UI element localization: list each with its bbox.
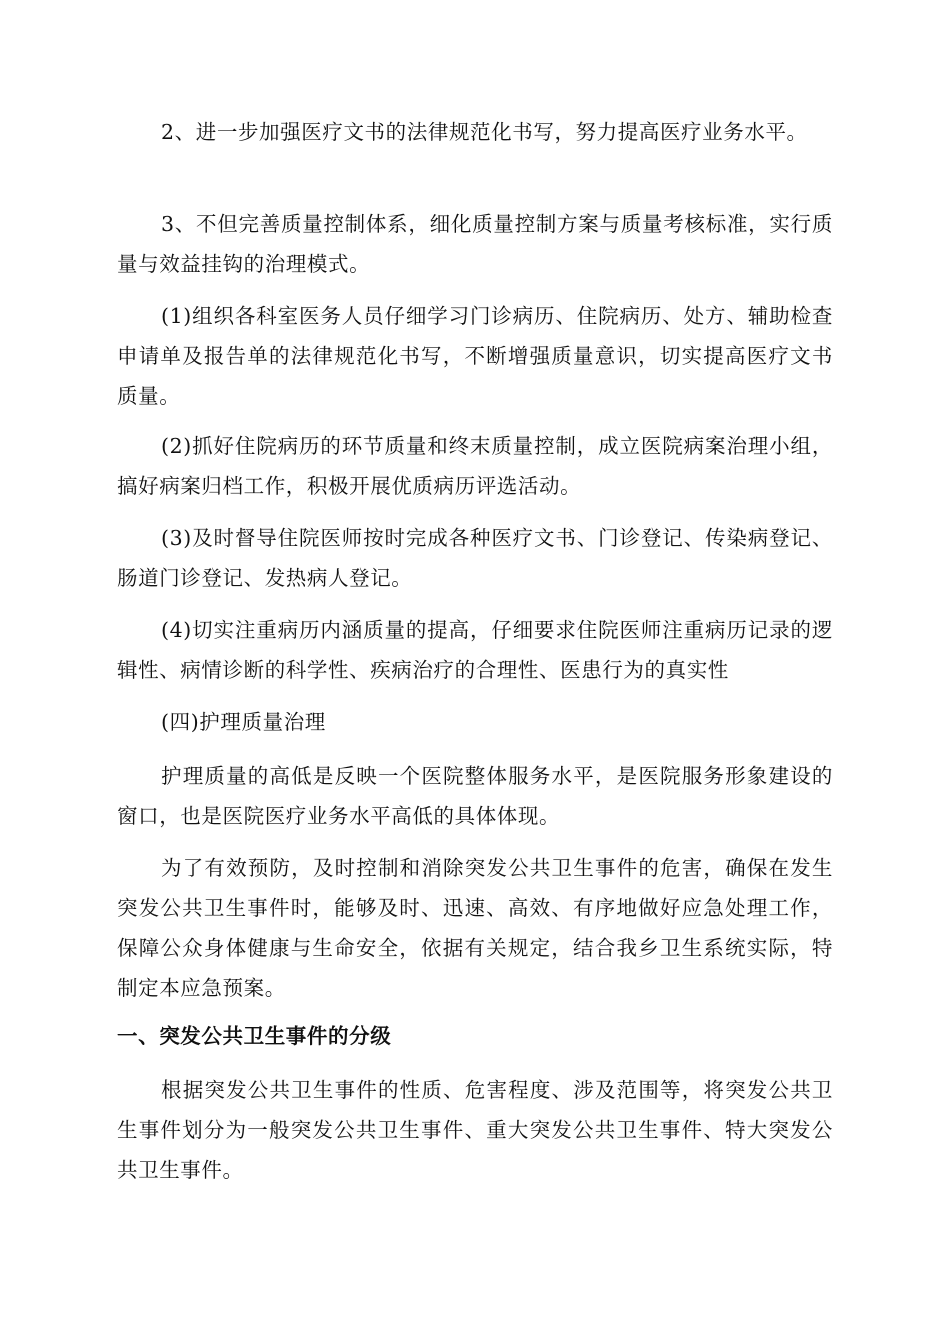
paragraph-8: 护理质量的高低是反映一个医院整体服务水平，是医院服务形象建设的窗口，也是医院医疗业务水平高低的具体体现。 bbox=[117, 764, 833, 828]
section-heading: 一、突发公共卫生事件的分级 bbox=[117, 1024, 392, 1048]
paragraph-5: (3)及时督导住院医师按时完成各种医疗文书、门诊登记、传染病登记、肠道门诊登记、发热病人登记。 bbox=[117, 526, 833, 590]
paragraph-3: (1)组织各科室医务人员仔细学习门诊病历、住院病历、处方、辅助检查申请单及报告单的法律规范化书写，不断增强质量意识，切实提高医疗文书质量。 bbox=[117, 304, 833, 408]
paragraph-1: 2、进一步加强医疗文书的法律规范化书写，努力提高医疗业务水平。 bbox=[161, 120, 808, 144]
paragraph-6: (4)切实注重病历内涵质量的提高，仔细要求住院医师注重病历记录的逻辑性、病情诊断的科学性、疾病治疗的合理性、医患行为的真实性 bbox=[117, 618, 833, 682]
paragraph-10: 根据突发公共卫生事件的性质、危害程度、涉及范围等，将突发公共卫生事件划分为一般突发公共卫生事件、重大突发公共卫生事件、特大突发公共卫生事件。 bbox=[117, 1078, 833, 1182]
paragraph-2: 3、不但完善质量控制体系，细化质量控制方案与质量考核标准，实行质量与效益挂钩的治理模式。 bbox=[117, 212, 833, 276]
paragraph-4: (2)抓好住院病历的环节质量和终末质量控制，成立医院病案治理小组，搞好病案归档工作，积极开展优质病历评选活动。 bbox=[117, 434, 833, 498]
paragraph-9: 为了有效预防，及时控制和消除突发公共卫生事件的危害，确保在发生突发公共卫生事件时，能够及时、迅速、高效、有序地做好应急处理工作，保障公众身体健康与生命安全，依据有关规定，结合我乡卫生系统实际，特制定本应急预案。 bbox=[117, 856, 833, 1000]
paragraph-7: (四)护理质量治理 bbox=[161, 710, 326, 734]
